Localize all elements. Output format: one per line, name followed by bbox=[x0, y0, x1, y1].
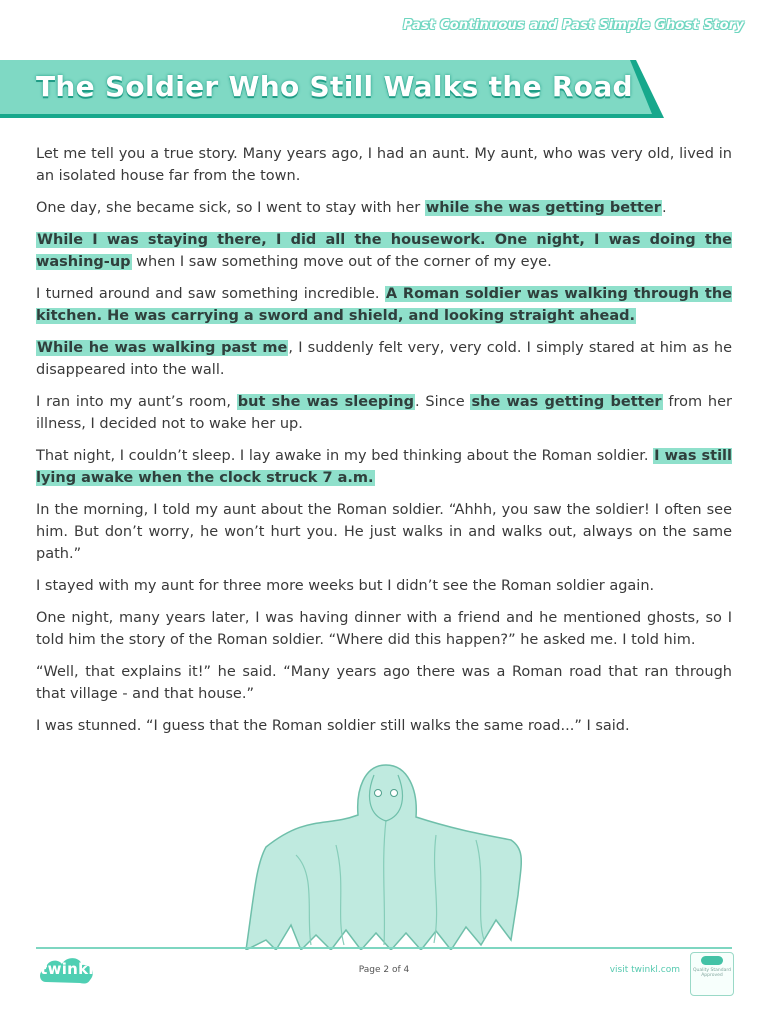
highlighted-phrase: while she was getting better bbox=[425, 200, 661, 216]
page-number: Page 2 of 4 bbox=[358, 965, 410, 975]
paragraph: While he was walking past me, I suddenly felt very, very cold. I simply stared at him as he disappeared into the wall. bbox=[36, 340, 732, 378]
paragraph: While I was staying there, I did all the housework. One night, I was doing the washing-up when I saw something move out of the corner of my eye. bbox=[36, 232, 732, 270]
visit-link[interactable]: visit twinkl.com bbox=[609, 965, 680, 975]
ghost-illustration bbox=[236, 755, 536, 950]
paragraph: I turned around and saw something incredible. A Roman soldier was walking through the kitchen. He was carrying a sword and shield, and looking straight ahead. bbox=[36, 286, 732, 324]
paragraph: I was stunned. “I guess that the Roman soldier still walks the same road...” I said. bbox=[36, 718, 630, 734]
series-title: Past Continuous and Past Simple Ghost Story bbox=[403, 18, 744, 33]
highlighted-phrase: but she was sleeping bbox=[237, 394, 414, 410]
paragraph: That night, I couldn’t sleep. I lay awake in my bed thinking about the Roman soldier. I was still lying awake when the clock struck 7 a.m. bbox=[36, 448, 732, 486]
paragraph: I stayed with my aunt for three more weeks but I didn’t see the Roman soldier again. bbox=[36, 578, 655, 594]
highlighted-phrase: A Roman soldier was walking through the kitchen. He was carrying a sword and shield, and looking straight ahead. bbox=[36, 286, 732, 324]
highlighted-phrase: she was getting better bbox=[471, 394, 662, 410]
story-body bbox=[36, 143, 732, 747]
highlighted-phrase: While he was walking past me bbox=[37, 340, 288, 356]
quality-badge bbox=[690, 952, 734, 996]
highlighted-phrase: I was still lying awake when the clock struck 7 a.m. bbox=[36, 448, 732, 486]
paragraph: Let me tell you a true story. Many years ago, I had an aunt. My aunt, who was very old, lived in an isolated house far from the town. bbox=[36, 146, 732, 184]
footer-divider bbox=[36, 947, 732, 949]
paragraph: In the morning, I told my aunt about the Roman soldier. “Ahhh, you saw the soldier! I often see him. But don’t worry, he won’t hurt you. He just walks in and walks out, always on the same path.” bbox=[36, 502, 732, 562]
paragraph: One night, many years later, I was having dinner with a friend and he mentioned ghosts, so I told him the story of the Roman soldier. “Where did this happen?” he asked me. I told him. bbox=[36, 610, 732, 648]
highlighted-phrase: While I was staying there, I did all the housework. One night, I was doing the washing-up bbox=[36, 232, 732, 270]
page-title: The Soldier Who Still Walks the Road bbox=[36, 70, 633, 103]
twinkl-logo[interactable]: twinkl bbox=[36, 952, 98, 988]
paragraph: One day, she became sick, so I went to stay with her while she was getting better. bbox=[36, 200, 667, 216]
paragraph: “Well, that explains it!” he said. “Many years ago there was a Roman road that ran through that village - and that house.” bbox=[36, 664, 732, 702]
paragraph: I ran into my aunt’s room, but she was sleeping. Since she was getting better from her illness, I decided not to wake her up. bbox=[36, 394, 732, 432]
badge-brand-pill bbox=[701, 956, 723, 965]
badge-text: Quality Standard Approved bbox=[693, 968, 731, 978]
